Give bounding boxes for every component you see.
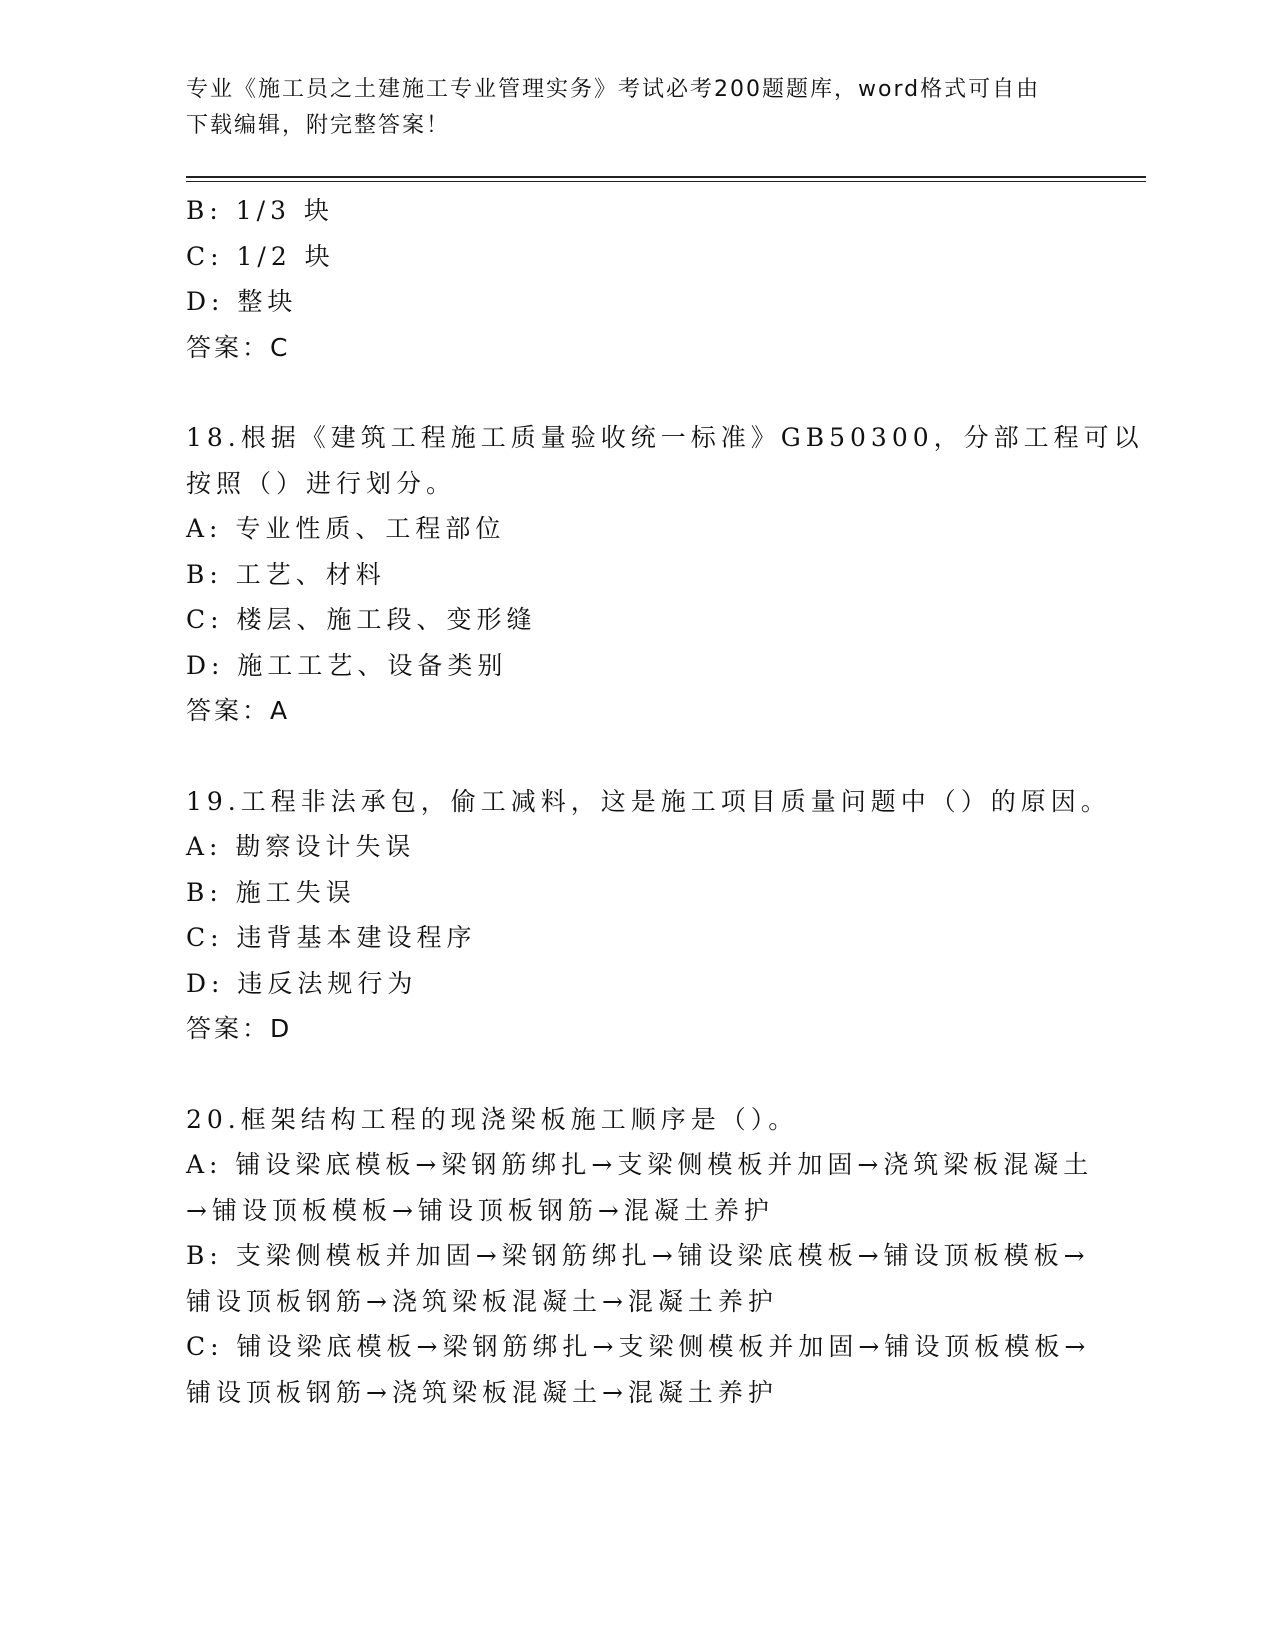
- option-a: A: 勘察设计失误: [186, 832, 416, 861]
- option-b: B: 工艺、材料: [186, 559, 386, 589]
- option-b: B: 支梁侧模板并加固→梁钢筋绑扎→铺设梁底模板→铺设顶板模板→: [186, 1241, 1090, 1270]
- header-line-2: 下载编辑，附完整答案！: [186, 113, 451, 138]
- option-b-continued: 铺设顶板钢筋→浇筑梁板混凝土→混凝土养护: [186, 1286, 778, 1316]
- spacer: [186, 370, 1086, 415]
- option-a-continued: →铺设顶板模板→铺设顶板钢筋→混凝土养护: [186, 1195, 774, 1225]
- question-19: [186, 779, 1111, 1052]
- option-b: B: 1/3 块: [186, 196, 334, 225]
- option-c-continued: 铺设顶板钢筋→浇筑梁板混凝土→混凝土养护: [186, 1377, 778, 1407]
- spacer: [186, 1052, 1086, 1097]
- question-content: [186, 188, 1144, 1415]
- option-d: D: 整块: [186, 287, 298, 316]
- option-c: C: 违背基本建设程序: [186, 923, 477, 952]
- question-18: [186, 415, 1144, 734]
- spacer: [186, 734, 1086, 779]
- question-stem: 20.框架结构工程的现浇梁板施工顺序是（）。: [186, 1104, 799, 1134]
- question-stem-continued: 按照（）进行划分。: [186, 468, 457, 498]
- option-b: B: 施工失误: [186, 877, 356, 907]
- question-17-tail: [186, 188, 1086, 370]
- question-stem: 19.工程非法承包，偷工减料，这是施工项目质量问题中（）的原因。: [186, 786, 1111, 816]
- answer: 答案：D: [186, 1014, 293, 1043]
- question-stem: 18.根据《建筑工程施工质量验收统一标准》GB50300，分部工程可以: [186, 423, 1144, 452]
- option-c: C: 铺设梁底模板→梁钢筋绑扎→支梁侧模板并加固→铺设顶板模板→: [186, 1332, 1091, 1361]
- option-d: D: 施工工艺、设备类别: [186, 650, 508, 680]
- option-d: D: 违反法规行为: [186, 968, 418, 998]
- option-c: C: 1/2 块: [186, 241, 335, 271]
- option-a: A: 铺设梁底模板→梁钢筋绑扎→支梁侧模板并加固→浇筑梁板混凝土: [186, 1150, 1094, 1179]
- question-20: [186, 1097, 1094, 1416]
- header-line-1: 专业《施工员之土建施工专业管理实务》考试必考200题题库，word格式可自由: [186, 77, 1041, 102]
- option-c: C: 楼层、施工段、变形缝: [186, 605, 537, 634]
- header-divider-thick: [186, 176, 1146, 178]
- option-a: A: 专业性质、工程部位: [186, 514, 506, 543]
- document-header: [186, 72, 1086, 144]
- header-divider-thin: [186, 181, 1146, 182]
- answer: 答案：A: [186, 696, 291, 725]
- answer: 答案：C: [186, 332, 291, 362]
